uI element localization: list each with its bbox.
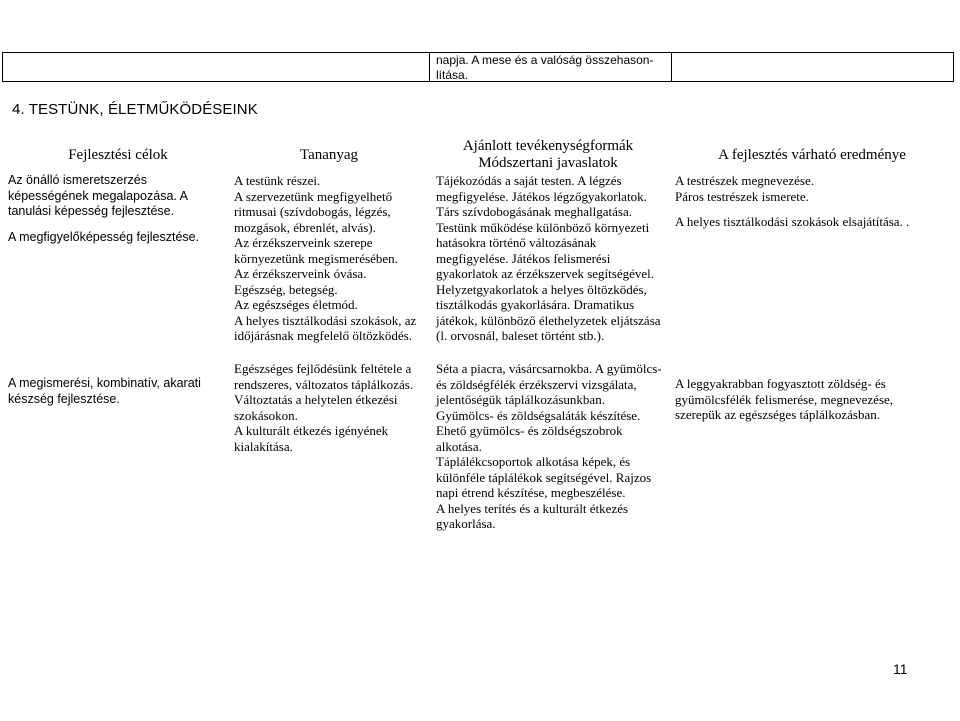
list-item: Táplálékcsoportok alkotása képek, és különféle táplálékok segítségével. Rajzos napi étrend készítése, megbeszélése. [436,454,652,500]
table-divider [429,53,430,81]
list-item: A helyes tisztálkodási szokások, az időjárásnak megfelelő öltözködés. [234,312,417,343]
header-modszertani-javaslatok: Módszertani javaslatok [478,155,618,171]
list-item: A szervezetünk megfigyelhető ritmusai (szívdobogás, légzés, mozgások, ébrenlét, alvás). [234,188,393,235]
list-item: A megfigyelőképesség fejlesztése. [8,229,200,244]
row1-tevekenysegformak [436,173,666,344]
list-item: Helyzetgyakorlatok a helyes öltözködés, tisztálkodás gyakorlására. Dramatikus játékok, különböző élethelyzetek eljátszása (l. orvosnál, baleset történt stb.). [436,281,661,343]
list-item: Páros testrészek ismerete. [675,188,809,204]
list-item: Testünk működése különböző környezeti hatásokra történő változásának megfigyelése. Játékos felismerési gyakorlatok az érzékszervek segítségével. [436,219,655,281]
header-fejlesztes-eredmenye: A fejlesztés várható eredménye [718,147,906,163]
list-item: Tájékozódás a saját testen. A légzés megfigyelése. Játékos légzőgyakorlatok. [436,173,647,204]
section-title: 4. TESTÜNK, ÉLETMŰKÖDÉSEINK [12,101,258,118]
row1-fejlesztesi-celok [8,173,226,245]
list-item: A helyes tisztálkodási szokások elsajátítása. . [675,214,910,229]
row2-vart-eredmeny: A leggyakrabban fogyasztott zöldség- és gyümölcsfélék felismerése, megnevezése, szerepük az egészséges táplálkozásban. [675,376,894,422]
list-item: Az önálló ismeretszerzés képességének megalapozása. A tanulási képesség fejlesztése. [8,173,188,218]
list-item: Társ szívdobogásának meghallgatása. [436,204,633,219]
header-tananyag: Tananyag [299,147,359,163]
list-item: Az érzékszerveink szerepe környezetünk megismerésében. [234,235,398,266]
list-item: A kulturált étkezés igényének kialakítása. [234,423,389,454]
list-item: A helyes terítés és a kulturált étkezés gyakorlása. [436,500,629,531]
list-item: Egészség, betegség. [234,281,338,297]
list-item: A testünk részei. [234,173,321,188]
list-item: Az érzékszerveink óvása. [234,266,367,281]
header-fejlesztesi-celok: Fejlesztési célok [68,147,168,163]
top-row-text: napja. A mese és a valóság összehason-lítása. [436,53,654,82]
header-ajanlott-tevekenysegformak: Ajánlott tevékenységformák [462,138,634,154]
list-item: Gyümölcs- és zöldségsaláták készítése. [436,407,641,423]
list-item: Ehető gyümölcs- és zöldségszobrok alkotása. [436,423,623,454]
list-item: Változtatás a helytelen étkezési szokásokon. [234,392,398,423]
list-item: Az egészséges életmód. [234,297,358,312]
list-item: Séta a piacra, vásárcsarnokba. A gyümölcs- és zöldségfélék érzékszervi vizsgálata, jelentőségük táplálkozásunkban. [436,361,662,407]
table-divider [671,53,672,81]
list-item: A testrészek megnevezése. [675,173,814,188]
page-number: 11 [893,661,908,677]
row1-vart-eredmeny [675,173,951,230]
row1-tananyag [234,173,430,344]
list-item: Egészséges fejlődésünk feltétele a rendszeres, változatos táplálkozás. [234,361,414,392]
row2-fejlesztesi-celok: A megismerési, kombinatív, akarati készség fejlesztése. [8,376,201,406]
row2-tevekenysegformak [436,361,666,532]
row2-tananyag [234,361,430,454]
